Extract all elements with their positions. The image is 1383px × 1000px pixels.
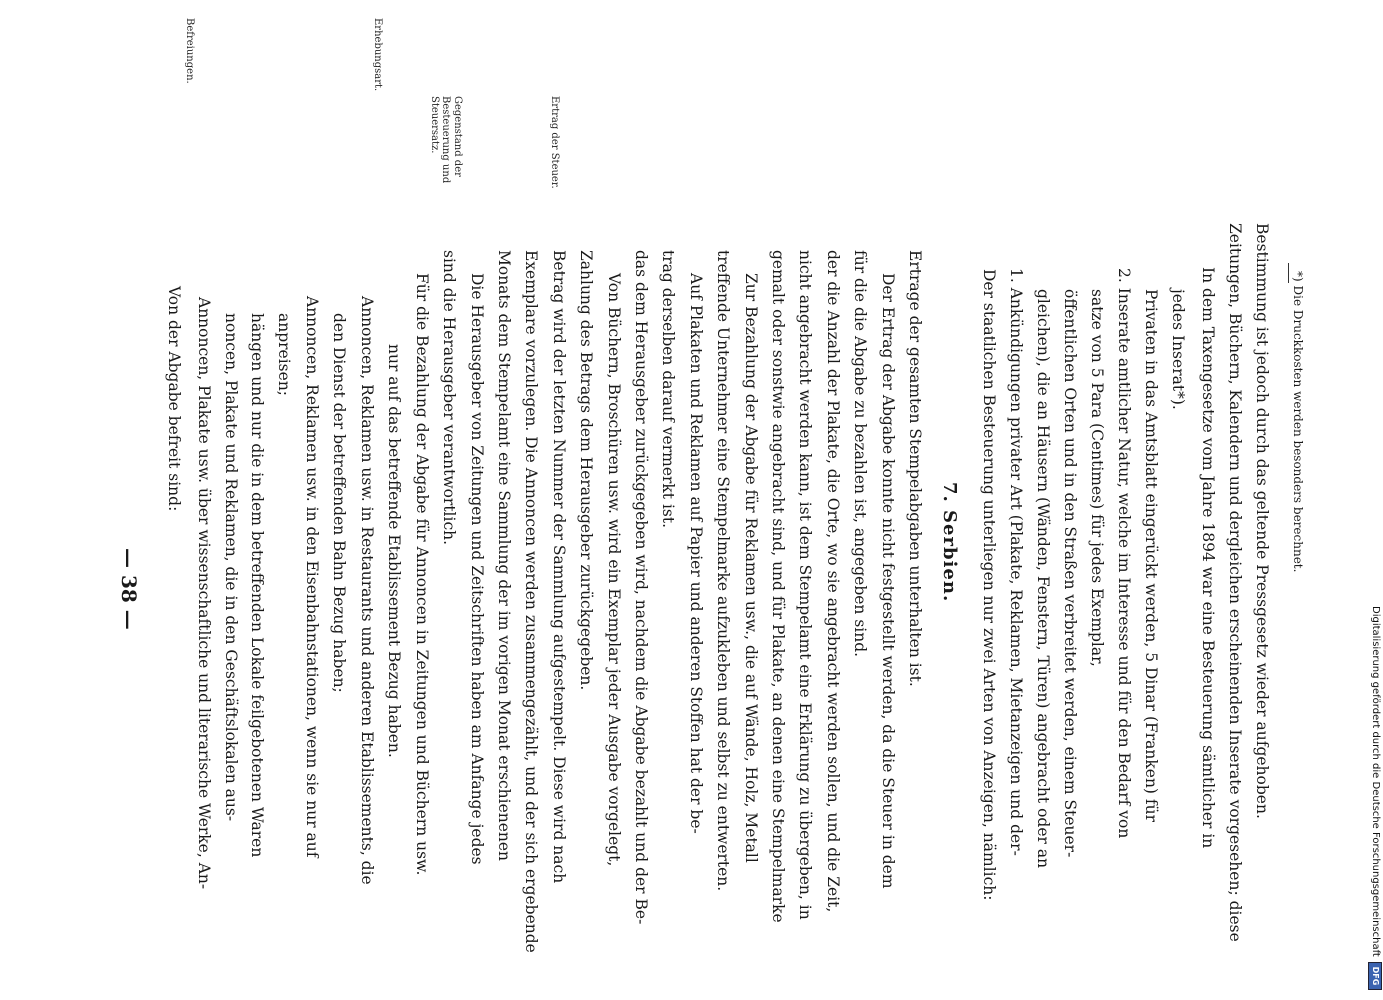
text-line: Betrag wird der letzten Nummer der Sammlung aufgestempelt. Diese wird nach: [550, 250, 568, 884]
text-line: nicht angebracht werden kann, ist dem Stempelamt eine Erklärung zu übergeben, in: [796, 250, 814, 920]
footnote-rule: [1288, 263, 1289, 283]
margin-note-ertrag: Ertrag der Steuer.: [549, 96, 560, 189]
text-line: anpreisen;: [275, 313, 293, 397]
text-line: gemalt oder sonstwie angebracht sind, und für Plakate, an denen eine Stempelmarke: [769, 250, 787, 923]
text-line: Bestimmung ist jedoch durch das geltende Pressgesetz wieder aufgehoben.: [1253, 223, 1271, 819]
text-line: Zahlung des Betrags dem Herausgeber zurückgegeben.: [577, 250, 595, 691]
text-line: Zur Bezahlung der Abgabe für Reklamen usw., die auf Wände, Holz, Metall: [742, 273, 760, 863]
text-line: Monats dem Stempelamt eine Sammlung der im vorigen Monat erschienenen: [495, 250, 513, 862]
text-line: Von Büchern, Broschüren usw. wird ein Exemplar jeder Ausgabe vorgelegt,: [605, 273, 623, 867]
text-line: für die die Abgabe zu bezahlen ist, angegeben sind.: [851, 250, 869, 658]
text-line: Zeitungen, Büchern, Kalendern und dergleichen erscheinenden Inserate vorgesehen; diese: [1226, 223, 1244, 942]
text-line: hängen und nur die in dem betreffenden Lokale feilgebotenen Waren: [248, 313, 266, 858]
margin-note-gegenstand: Gegenstand der Besteuerung und Steuersatz.: [429, 96, 463, 184]
text-line: Auf Plakaten und Reklamen auf Papier und anderen Stoffen hat der be-: [687, 273, 705, 834]
text-line: 2. Inserate amtlicher Natur, welche im Interesse und für den Bedarf von: [1115, 268, 1133, 839]
text-line: In dem Taxengesetze vom Jahre 1894 war eine Besteuerung sämtlicher in: [1199, 267, 1217, 849]
text-line: das dem Herausgeber zurückgegeben wird, nachdem die Abgabe bezahlt und der Be-: [632, 250, 650, 925]
text-line: treffende Unternehmer eine Stempelmarke aufzukleben und selbst zu entwerten.: [714, 250, 732, 892]
margin-note-befreiungen: Befreiungen.: [184, 18, 195, 84]
margin-note-erhebungsart: Erhebungsart.: [372, 18, 383, 92]
text-line: nur auf das betreffende Etablissement Bezug haben.: [385, 344, 403, 758]
footnote: *) Die Druckkosten werden besonders berechnet.: [1291, 271, 1305, 573]
digitization-strip: [1369, 0, 1383, 1000]
text-line: den Dienst der betreffenden Bahn Bezug haben;: [330, 313, 348, 693]
section-heading: 7. Serbien.: [939, 482, 960, 603]
text-line: Privaten in das Amtsblatt eingerückt werden, 5 Dinar (Franken) für: [1142, 289, 1160, 823]
text-line: der die Anzahl der Plakate, die Orte, wo sie angebracht werden sollen, und die Zeit,: [824, 250, 842, 913]
text-line: 1. Ankündigungen privater Art (Plakate, Reklamen, Mietanzeigen und der-: [1007, 268, 1025, 856]
text-line: Exemplare vorzulegen. Die Annoncen werden zusammengezählt, und der sich ergebende: [522, 250, 540, 953]
digitization-note: Digitalisierung gefördert durch die Deutsche Forschungsgemeinschaft: [1370, 606, 1381, 957]
text-line: Annoncen, Reklamen usw. in den Eisenbahnstationen, wenn sie nur auf: [303, 296, 321, 858]
text-line: Die Herausgeber von Zeitungen und Zeitschriften haben am Anfange jedes: [468, 273, 486, 865]
text-line: sind die Herausgeber verantwortlich.: [440, 250, 458, 546]
text-line: Der Ertrag der Abgabe konnte nicht festgestellt werden, da die Steuer in dem: [879, 273, 897, 889]
text-line: Annoncen, Plakate usw. über wissenschaftliche und literarische Werke, An-: [195, 297, 213, 890]
page-number: — 38 —: [117, 548, 141, 630]
text-line: Der staatlichen Besteuerung unterliegen nur zwei Arten von Anzeigen, nämlich:: [980, 269, 998, 901]
text-line: Von der Abgabe befreit sind:: [165, 286, 183, 512]
text-line: satze von 5 Para (Centimes) für jedes Exemplar,: [1088, 289, 1106, 667]
dfg-logo: DFG: [1368, 962, 1382, 990]
text-line: gleichen), die an Häusern (Wänden, Fenstern, Türen) angebracht oder an: [1034, 289, 1052, 869]
text-line: noncen, Plakate und Reklamen, die in den Geschäftslokalen aus-: [222, 313, 240, 822]
text-line: Für die Bezahlung der Abgabe für Annoncen in Zeitungen und Büchern usw.: [413, 273, 431, 876]
text-line: jedes Inserat*).: [1169, 289, 1187, 410]
text-line: Annoncen, Reklamen usw. in Restaurants und anderen Etablissements, die: [358, 296, 376, 885]
text-line: trag derselben darauf vermerkt ist.: [659, 250, 677, 529]
text-line: öffentlichen Orten und in den Straßen verbreitet werden, einem Steuer-: [1061, 289, 1079, 858]
text-line: Ertrage der gesamten Stempelabgaben unterhalten ist.: [906, 250, 924, 687]
